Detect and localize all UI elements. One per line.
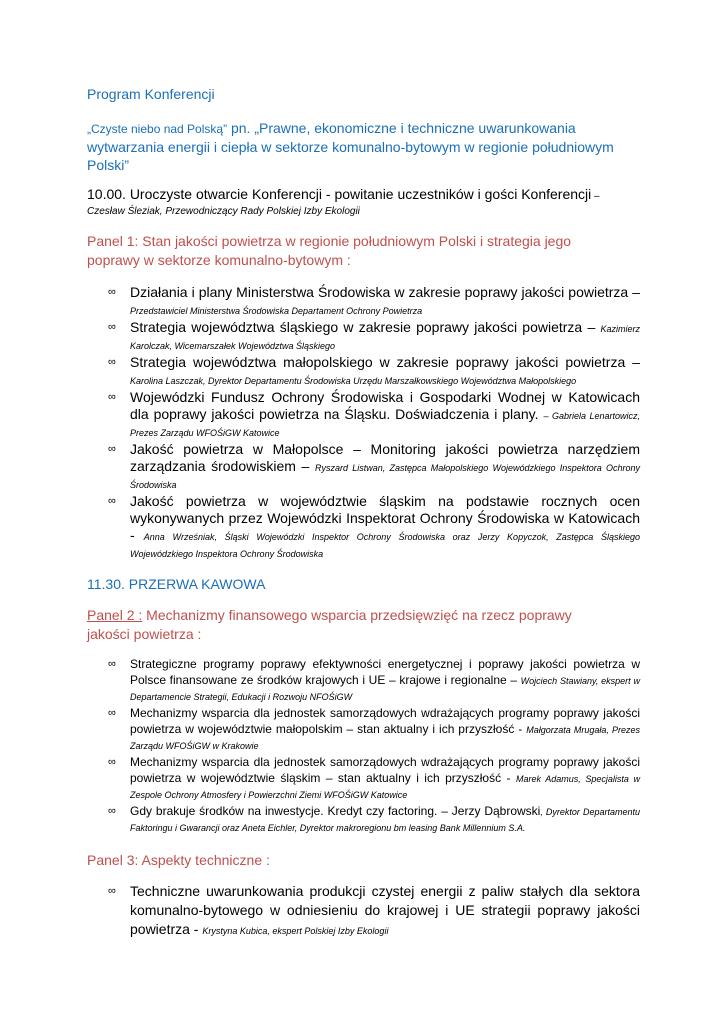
bullet-icon: ∞ [108, 805, 116, 817]
list-item [108, 656, 640, 704]
page-title: Program Konferencji [87, 86, 215, 102]
list-item [108, 705, 640, 753]
panel3-list [108, 882, 640, 941]
item-speaker: Anna Wrześniak, Śląski Wojewódzki Inspektor Ochrony Środowiska oraz Jerzy Kopyczok, Zastępca Śląskiego Wojewódzkiego Inspektora Ochrony Środowiska [130, 532, 640, 559]
opening-session [87, 186, 647, 218]
list-item [108, 389, 640, 440]
list-item [108, 754, 640, 802]
item-text: Mechanizmy wsparcia dla jednostek samorządowych wdrażających programy poprawy jakości powietrza w województwie śląskim – stan aktualny i ich przyszłość - [130, 755, 640, 785]
coffee-break: 11.30. PRZERWA KAWOWA [87, 576, 266, 592]
item-text: Techniczne uwarunkowania produkcji czystej energii z paliw stałych dla sektora komunalno-bytowego w odniesieniu do krajowej i UE strategii poprawy jakości powietrza - [130, 883, 640, 937]
list-item [108, 882, 640, 941]
bullet-icon: ∞ [108, 443, 116, 455]
item-speaker: Ryszard Listwan, Zastępca Małopolskiego Wojewódzkiego Inspektora Ochrony Środowiska [130, 463, 640, 490]
opening-speaker: Czesław Śleziak, Przewodniczący Rady Polskiej Izby Ekologii [87, 206, 360, 217]
bullet-icon: ∞ [108, 391, 116, 403]
conference-subtitle [87, 119, 647, 174]
bullet-icon: ∞ [108, 885, 116, 897]
item-text: Mechanizmy wsparcia dla jednostek samorządowych wdrażających programy poprawy jakości powietrza w województwie małopolskim – stan aktualny i ich przyszłość - [130, 706, 640, 736]
bullet-icon: ∞ [108, 321, 116, 333]
opening-text: 10.00. Uroczyste otwarcie Konferencji - powitanie uczestników i gości Konferencji [87, 186, 592, 202]
item-text: Wojewódzki Fundusz Ochrony Środowiska i Gospodarki Wodnej w Katowicach dla poprawy jakości powietrza na Śląsku. Doświadczenia i plany. [130, 389, 640, 422]
item-speaker: , Dyrektor Departamentu Faktoringu i Gwarancji oraz Aneta Eichler, Dyrektor makroregionu bm leasing Bank Millennium S.A. [130, 807, 641, 833]
panel1-heading: Panel 1: Stan jakości powietrza w regionie południowym Polski i strategia jego poprawy w sektorze komunalno-bytowym : [87, 233, 572, 268]
bullet-icon: ∞ [108, 756, 116, 768]
list-item [108, 284, 640, 318]
panel2-heading [87, 606, 617, 644]
item-text: Strategia województwa małopolskiego w zakresie poprawy jakości powietrza – [130, 354, 640, 370]
list-item [108, 803, 640, 835]
panel3-heading: Panel 3: Aspekty techniczne : [87, 852, 270, 868]
bullet-icon: ∞ [108, 495, 116, 507]
item-speaker: Małgorzata Mrugała, Prezes Zarządu WFOŚiGW w Krakowie [130, 725, 640, 751]
item-speaker: – Gabriela Lenartowicz, Prezes Zarządu WFOŚiGW Katowice [130, 411, 640, 438]
list-item [108, 354, 640, 388]
panel1-list [108, 284, 640, 562]
panel2-label: Panel 2 : [87, 607, 143, 623]
bullet-icon: ∞ [108, 707, 116, 719]
item-speaker: Przedstawiciel Ministerstwa Środowiska Departament Ochrony Powietrza [130, 306, 423, 316]
bullet-icon: ∞ [108, 658, 116, 670]
item-speaker: Karolina Laszczak, Dyrektor Departamentu Środowiska Urzędu Marszałkowskiego Województwa Małopolskiego [130, 376, 577, 386]
item-speaker: Kazimierz Karolczak, Wicemarszałek Województwa Śląskiego [130, 324, 640, 351]
list-item [108, 441, 640, 492]
item-text: Jakość powietrza w Małopolsce – Monitoring jakości powietrza narzędziem zarządzania środowiskiem – [130, 441, 640, 474]
list-item [108, 493, 640, 561]
bullet-icon: ∞ [108, 286, 116, 298]
item-speaker: Marek Adamus, Specjalista w Zespole Ochrony Atmosfery i Powierzchni Ziemi WFOŚiGW Katowice [130, 774, 640, 800]
item-text: Działania i plany Ministerstwa Środowiska w zakresie poprawy jakości powietrza – [130, 284, 640, 300]
item-speaker: Krystyna Kubica, ekspert Polskiej Izby Ekologii [202, 926, 389, 936]
item-text: Strategia województwa śląskiego w zakresie poprawy jakości powietrza – [130, 319, 601, 335]
subtitle-rest: pn. „Prawne, ekonomiczne i techniczne uwarunkowania wytwarzania energii i ciepła w sektorze komunalno-bytowym w regionie południowym Polski” [87, 120, 614, 173]
panel2-title: Mechanizmy finansowego wsparcia przedsięwzięć na rzecz poprawy jakości powietrza : [87, 607, 572, 642]
item-text: Gdy brakuje środków na inwestycje. Kredyt czy factoring. – Jerzy Dąbrowski [130, 804, 541, 818]
subtitle-lead: „Czyste niebo nad Polską” [87, 122, 228, 136]
item-speaker: Wojciech Stawiany, ekspert w Departamencie Strategii, Edukacji i Rozwoju NFOŚiGW [130, 676, 640, 702]
item-text: Jakość powietrza w województwie śląskim na podstawie rocznych ocen wykonywanych przez Wojewódzki Inspektorat Ochrony Środowiska w Katowicach - [130, 493, 640, 543]
bullet-icon: ∞ [108, 356, 116, 368]
list-item [108, 319, 640, 353]
panel2-list [108, 656, 640, 836]
item-text: Strategiczne programy poprawy efektywności energetycznej i poprawy jakości powietrza w Polsce finansowane ze środków krajowych i UE – krajowe i regionalne – [130, 657, 640, 687]
opening-dash: – [591, 191, 600, 202]
